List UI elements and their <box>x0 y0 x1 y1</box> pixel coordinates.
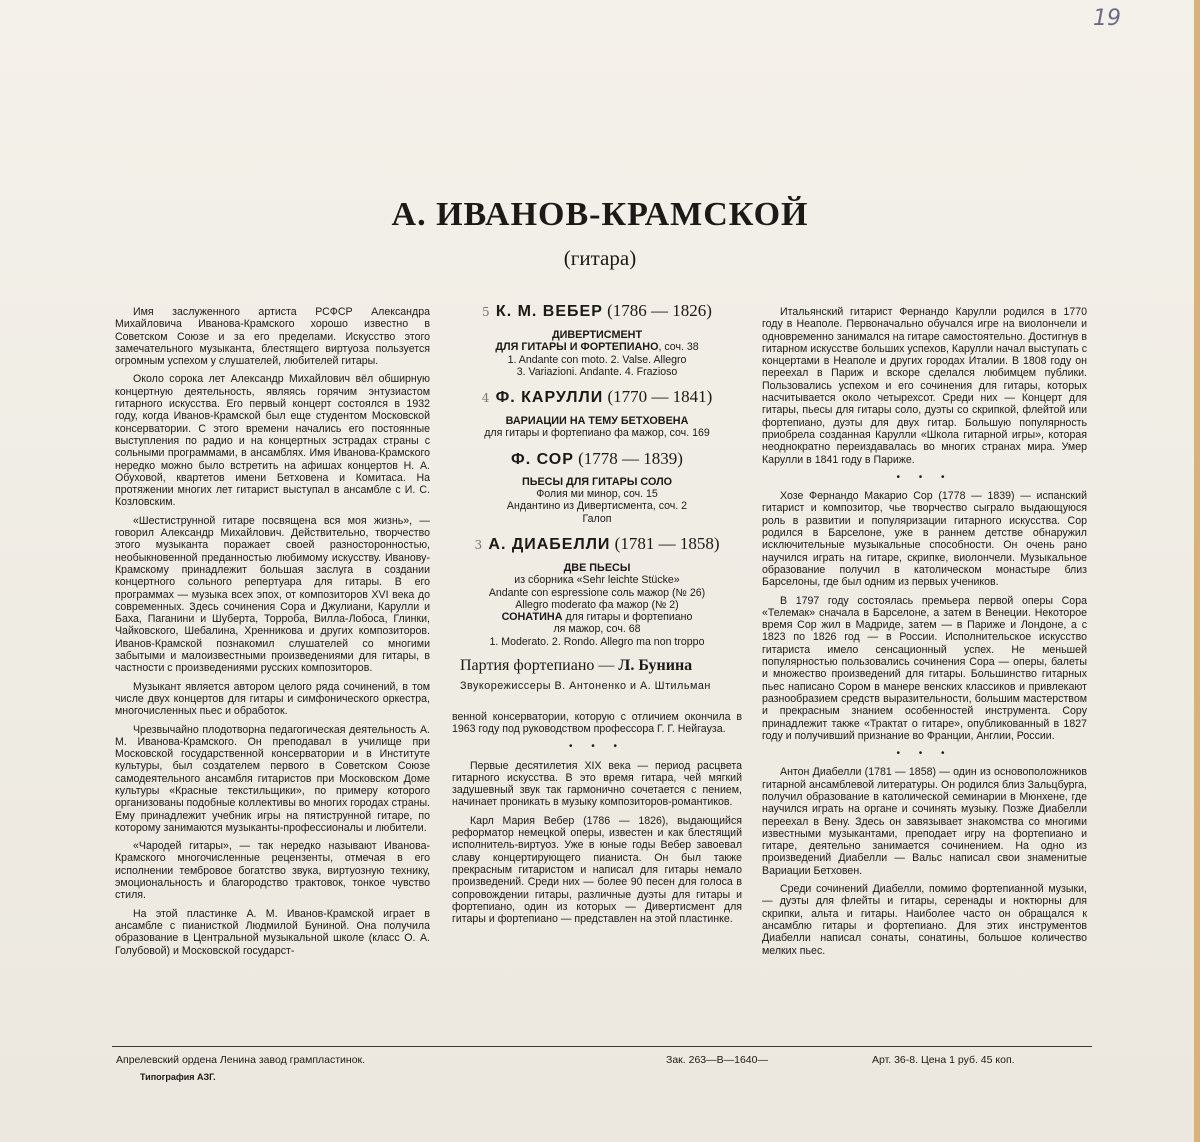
composer-heading <box>452 448 742 470</box>
piece-line: для гитары и фортепиано фа мажор, соч. 169 <box>484 427 710 440</box>
piece-line: 1. Moderato. 2. Rondo. Allegro ma non troppo <box>489 635 705 648</box>
piece-title: ДИВЕРТИСМЕНТ <box>551 329 643 341</box>
piece-line: из сборника «Sehr leichte Stücke» <box>514 574 680 587</box>
piece-title: ДЛЯ ГИТАРЫ И ФОРТЕПИАНО <box>495 341 659 354</box>
middle-text <box>452 711 742 926</box>
pianist-name: Л. Бунина <box>618 657 693 675</box>
piano-credit-label: Партия фортепиано — <box>460 657 619 675</box>
paragraph: Музыкант является автором целого ряда сочинений, в том числе двух концертов для гитары и симфонического оркестра, многочисленных пьес и обработок. <box>115 680 430 718</box>
paragraph: Итальянский гитарист Фернандо Карулли родился в 1770 году в Неаполе. Первоначально обучался игре на виолончели и одновременно занимался на гитаре самостоятельно. Достигнув в гитарном искусстве больших успехов, Карулли начал выступать с концертами в Неаполе и других городах Италии. В 1808 году он переехал в Париж и вскоре сделался любимцем публики. Пользовались успехом и его сочинения для гитары, которых насчитывается около четырехсот. Среди них — Концерт для гитары, пьесы для гитары соло, дуэты со скрипкой, флейтой или фортепиано, дуэты для двух гитар. Большую популярность приобрела созданная Карулли «Школа гитарной игры», которая неоднократно переиздавалась во многих странах мира. Умер Карулли в 1841 году в Париже. <box>762 306 1087 466</box>
piece-line: Andante con espressione соль мажор (№ 26) <box>488 586 706 599</box>
paragraph: Среди сочинений Диабелли, помимо фортепианной музыки, — дуэты для флейты и гитары, серенады и ноктюрны для скрипки, альта и гитары. Наиболее часто он обращался к ансамблю гитары и фортепиано. Для этих инструментов Диабелли написал сонаты, сонатины, большое количество мелких пьес. <box>762 883 1087 957</box>
piece-opus: , соч. 38 <box>658 341 699 354</box>
paragraph: «Чародей гитары», — так нередко называют Иванова-Крамского многочисленные рецензенты, отмечая в его исполнении тембровое богатство звука, виртуозную технику, эмоциональность и благородство трактовок, тонкое чувство стиля. <box>115 840 430 902</box>
footer-divider <box>112 1046 1092 1047</box>
handwritten-marker: 5 <box>482 305 490 319</box>
footer-price: Арт. 36-8. Цена 1 руб. 45 коп. <box>872 1054 1015 1066</box>
paragraph: венной консерватории, которую с отличием окончила в 1963 году под руководством профессора Г. Г. Нейгауза. <box>452 710 742 735</box>
composer-name: А. ДИАБЕЛЛИ <box>488 535 611 553</box>
composer-heading <box>452 533 742 556</box>
handwritten-page-number: 19 <box>1093 6 1121 31</box>
composer-heading <box>452 386 742 409</box>
composer-years: (1770 — 1841) <box>607 387 713 407</box>
piece-title: ДВЕ ПЬЕСЫ <box>563 561 631 574</box>
composer-heading <box>452 300 742 323</box>
page-subtitle: (гитара) <box>563 246 637 270</box>
composer-name: К. М. ВЕБЕР <box>495 303 603 320</box>
piece-block <box>452 415 742 440</box>
sound-engineers-credit: Звукорежиссеры В. Антоненко и А. Штильман <box>460 680 711 693</box>
composer-years: (1781 — 1858) <box>614 533 720 553</box>
piece-line: 3. Variazioni. Andante. 4. Frazioso <box>516 365 678 378</box>
separator: • • • <box>896 471 953 483</box>
paragraph: Антон Диабелли (1781 — 1858) — один из основоположников гитарной ансамблевой литературы. Он родился близ Зальцбурга, получил образование в католической семинарии в Мюнхене, где научился играть на органе и сочинять музыку. Позже Диабелли переехал в Вену. Здесь он завязывает знакомства со многими известными музыкантами, преподает игру на фортепиано и гитаре, деятельно занимается сочинением. На одно из произведений Диабелли — Вальс написал свои знаменитые Вариации Бетховен. <box>762 766 1087 877</box>
paragraph: В 1797 году состоялась премьера первой оперы Сора «Телемак» сначала в Барселоне, а затем в Венеции. Некоторое время Сор жил в Мадриде, затем — в Париже и Лондоне, а с 1823 по 1826 год — в России. Исполнительское искусство гитариста имело сенсационный успех. Не меньшей популярностью пользовались сочинения Сора — оперы, балеты и множество произведений для гитары. Большинство гитарных пьес написано Сором в манере венских классиков и привлекают разнообразием средств выразительности, большим мастерством и прекрасным знанием особенностей инструмента. Сору принадлежит также «Трактат о гитаре», опубликованный в 1827 году и получивший признание во Франции, Англии, России. <box>762 594 1087 742</box>
piece-block <box>452 329 742 378</box>
sleeve-edge <box>1194 0 1200 1142</box>
footer-plant: Апрелевский ордена Ленина завод грампластинок. <box>116 1054 366 1066</box>
piece-line: Галоп <box>582 512 612 525</box>
paragraph: «Шестиструнной гитаре посвящена вся моя жизнь», — говорил Александр Михайлович. Действительно, творчество этого музыканта поражает своей разносторонностью, необыкновенной преданностью любимому искусству. Иванову-Крамскому принадлежит большая заслуга в создании концертного сольного репертуара для гитары. В его программах — музыка всех эпох, от композиторов XVI века до современных. Здесь сочинения Сора и Джулиани, Карулли и Баха, Паганини и Шуберта, Торроба, Вилла-Лобоса, Глинки, Чайковского, Шебалина, Хренникова и других композиторов. Иванов-Крамской познакомил слушателей со многими забытыми и малоизвестными произведениями для гитары, в частности с произведениями русских композиторов. <box>115 514 430 675</box>
piece-title: ПЬЕСЫ ДЛЯ ГИТАРЫ СОЛО <box>521 475 673 488</box>
piece-title: ВАРИАЦИИ НА ТЕМУ БЕТХОВЕНА <box>505 415 689 428</box>
paragraph: Хозе Фернандо Макарио Сор (1778 — 1839) — испанский гитарист и композитор, чье творчество сыграло выдающуюся роль в развитии и популяризации гитарного искусства. Сор родился в Барселоне, уже в раннем детстве обнаружил исключительные музыкальные способности. Он очень рано научился играть на гитаре, скрипке, виолончели. Музыкальное образование получил в католическом монастыре близ Барселоны, где был одним из первых учеников. <box>762 490 1087 589</box>
composer-years: (1786 — 1826) <box>607 301 712 320</box>
page-title: А. ИВАНОВ-КРАМСКОЙ <box>391 196 809 233</box>
piece-line: 1. Andante con moto. 2. Valse. Allegro <box>507 353 687 366</box>
paragraph: На этой пластинке А. М. Иванов-Крамской играет в ансамбле с пианисткой Людмилой Буниной. Она получила образование в Центральной музыкальной школе (класс О. А. Голубовой) и Московской государст- <box>115 907 430 957</box>
piece-line: для гитары и фортепиано <box>562 611 693 624</box>
piano-credit <box>460 657 742 675</box>
piece-line: Андантино из Дивертисмента, соч. 2 <box>506 500 688 513</box>
paragraph: Карл Мария Вебер (1786 — 1826), выдающийся реформатор немецкой оперы, известен и как блестящий исполнитель-виртуоз. Уже в юные годы Вебер завоевал славу концертирующего пианиста. Он был также прекрасным гитаристом и написал для гитары немало произведений. Среди них — более 90 песен для голоса в сопровождении гитары, различные дуэты для гитары и фортепиано, один из которых — Дивертисмент для гитары и фортепиано — представлен на этой пластинке. <box>452 814 742 926</box>
composer-years: (1778 — 1839) <box>578 448 683 468</box>
footer-printer: Типография АЗГ. <box>140 1072 216 1082</box>
right-column <box>762 306 1087 963</box>
separator: • • • <box>896 748 953 760</box>
handwritten-marker: 3 <box>474 537 483 552</box>
piece-line: ля мажор, соч. 68 <box>553 623 641 636</box>
piece-title: СОНАТИНА <box>501 611 563 624</box>
handwritten-marker: 4 <box>481 391 490 406</box>
piece-line: Allegro moderato фа мажор (№ 2) <box>515 598 679 611</box>
paragraph: Имя заслуженного артиста РСФСР Александра Михайловича Иванова-Крамского хорошо известно в Советском Союзе и за его пределами. Искусство этого замечательного музыканта, блестящего виртуоза пользуется огромным успехом у слушателей, любителей гитары. <box>115 306 430 368</box>
paragraph: Около сорока лет Александр Михайлович вёл обширную концертную деятельность, являясь горячим энтузиастом гитарного искусства. Его первый концерт состоялся в 1932 году, когда Иванов-Крамской был еще студентом Московской консерватории. С этого времени начались его постоянные выступления по радио и на концертных эстрадах страны с сольными программами, в ансамблях. Имя Иванова-Крамского нередко можно было встретить на афишах концертов Н. А. Обуховой, квартетов имени Бетховена и Комитаса. На протяжении многих лет гитарист выступал в ансамбле с И. С. Козловским. <box>115 373 430 509</box>
separator: • • • <box>568 741 626 753</box>
composer-name: Ф. СОР <box>511 450 574 468</box>
left-column <box>115 306 430 963</box>
program-column <box>452 300 742 931</box>
piece-block <box>452 562 742 648</box>
footer-order: Зак. 263—В—1640— <box>666 1054 768 1066</box>
piece-line: Фолия ми минор, соч. 15 <box>536 488 658 501</box>
piece-block <box>452 476 742 525</box>
composer-name: Ф. КАРУЛЛИ <box>495 389 604 407</box>
paragraph: Первые десятилетия XIX века — период расцвета гитарного искусства. В это время гитара, чей мягкий задушевный звук так гармонично сочетается с пением, начинает проникать в музыку композиторов-романтиков. <box>452 759 742 809</box>
paragraph: Чрезвычайно плодотворна педагогическая деятельность А. М. Иванова-Крамского. Он преподавал в училище при Московской государственной консерватории и в Институте культуры, был создателем первого в Советском Союзе самодеятельного ансамбля гитаристов при Московском Доме культуры «Красные текстильщики», по примеру которого организованы подобные коллективы во многих городах страны. Ему принадлежит учебник игры на пятиструнной гитаре, по которому занимаются музыканты-профессионалы и любители. <box>115 723 430 834</box>
